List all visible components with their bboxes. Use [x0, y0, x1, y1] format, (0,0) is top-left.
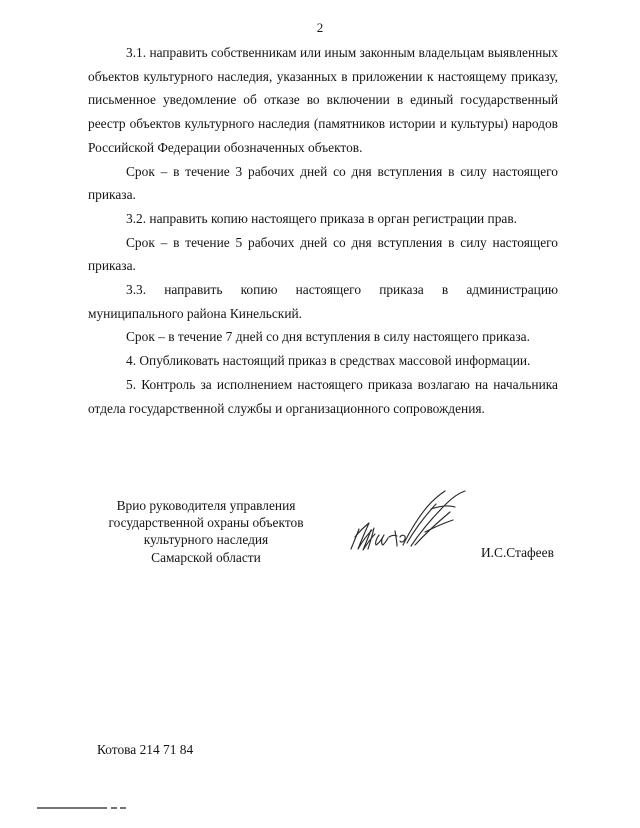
handwritten-signature: [345, 485, 475, 565]
signatory-position-line: государственной охраны объектов: [108, 515, 304, 531]
paragraph-3-1: 3.1. направить собственникам или иным законным владельцам выявленных объектов культурного наследия, указанных в приложении к настоящему приказу, письменное уведомление об отказе во включении в единый государственный реестр объектов культурного наследия (памятников истории и культуры) народов Российской Федерации обозначенных объектов.: [88, 45, 558, 155]
page-number: 2: [316, 20, 324, 35]
paragraph-5: 5. Контроль за исполнением настоящего приказа возлагаю на начальника отдела государственной службы и организационного сопровождения.: [88, 376, 558, 416]
executor-contact: Котова 214 71 84: [97, 742, 194, 757]
footer-rule: [37, 806, 129, 810]
signatory-position: [82, 497, 330, 566]
paragraph-4: 4. Опубликовать настоящий приказ в средствах массовой информации.: [126, 353, 531, 369]
deadline-3-2: Срок – в течение 5 рабочих дней со дня вступления в силу настоящего приказа.: [88, 234, 558, 274]
paragraph-3-3: 3.3. направить копию настоящего приказа в администрацию муниципального района Кинельский.: [88, 282, 558, 321]
signatory-position-line: Врио руководителя управления: [116, 498, 296, 513]
paragraph-3-2: 3.2. направить копию настоящего приказа в орган регистрации прав.: [126, 210, 518, 226]
deadline-3-3: Срок – в течение 7 дней со дня вступления в силу настоящего приказа.: [126, 329, 530, 345]
deadline-3-1: Срок – в течение 3 рабочих дней со дня вступления в силу настоящего приказа.: [88, 163, 558, 203]
signatory-position-line: культурного наследия: [143, 532, 269, 548]
signatory-position-line: Самарской области: [151, 549, 261, 565]
signatory-name: И.С.Стафеев: [481, 545, 554, 560]
document-body: [88, 41, 558, 420]
